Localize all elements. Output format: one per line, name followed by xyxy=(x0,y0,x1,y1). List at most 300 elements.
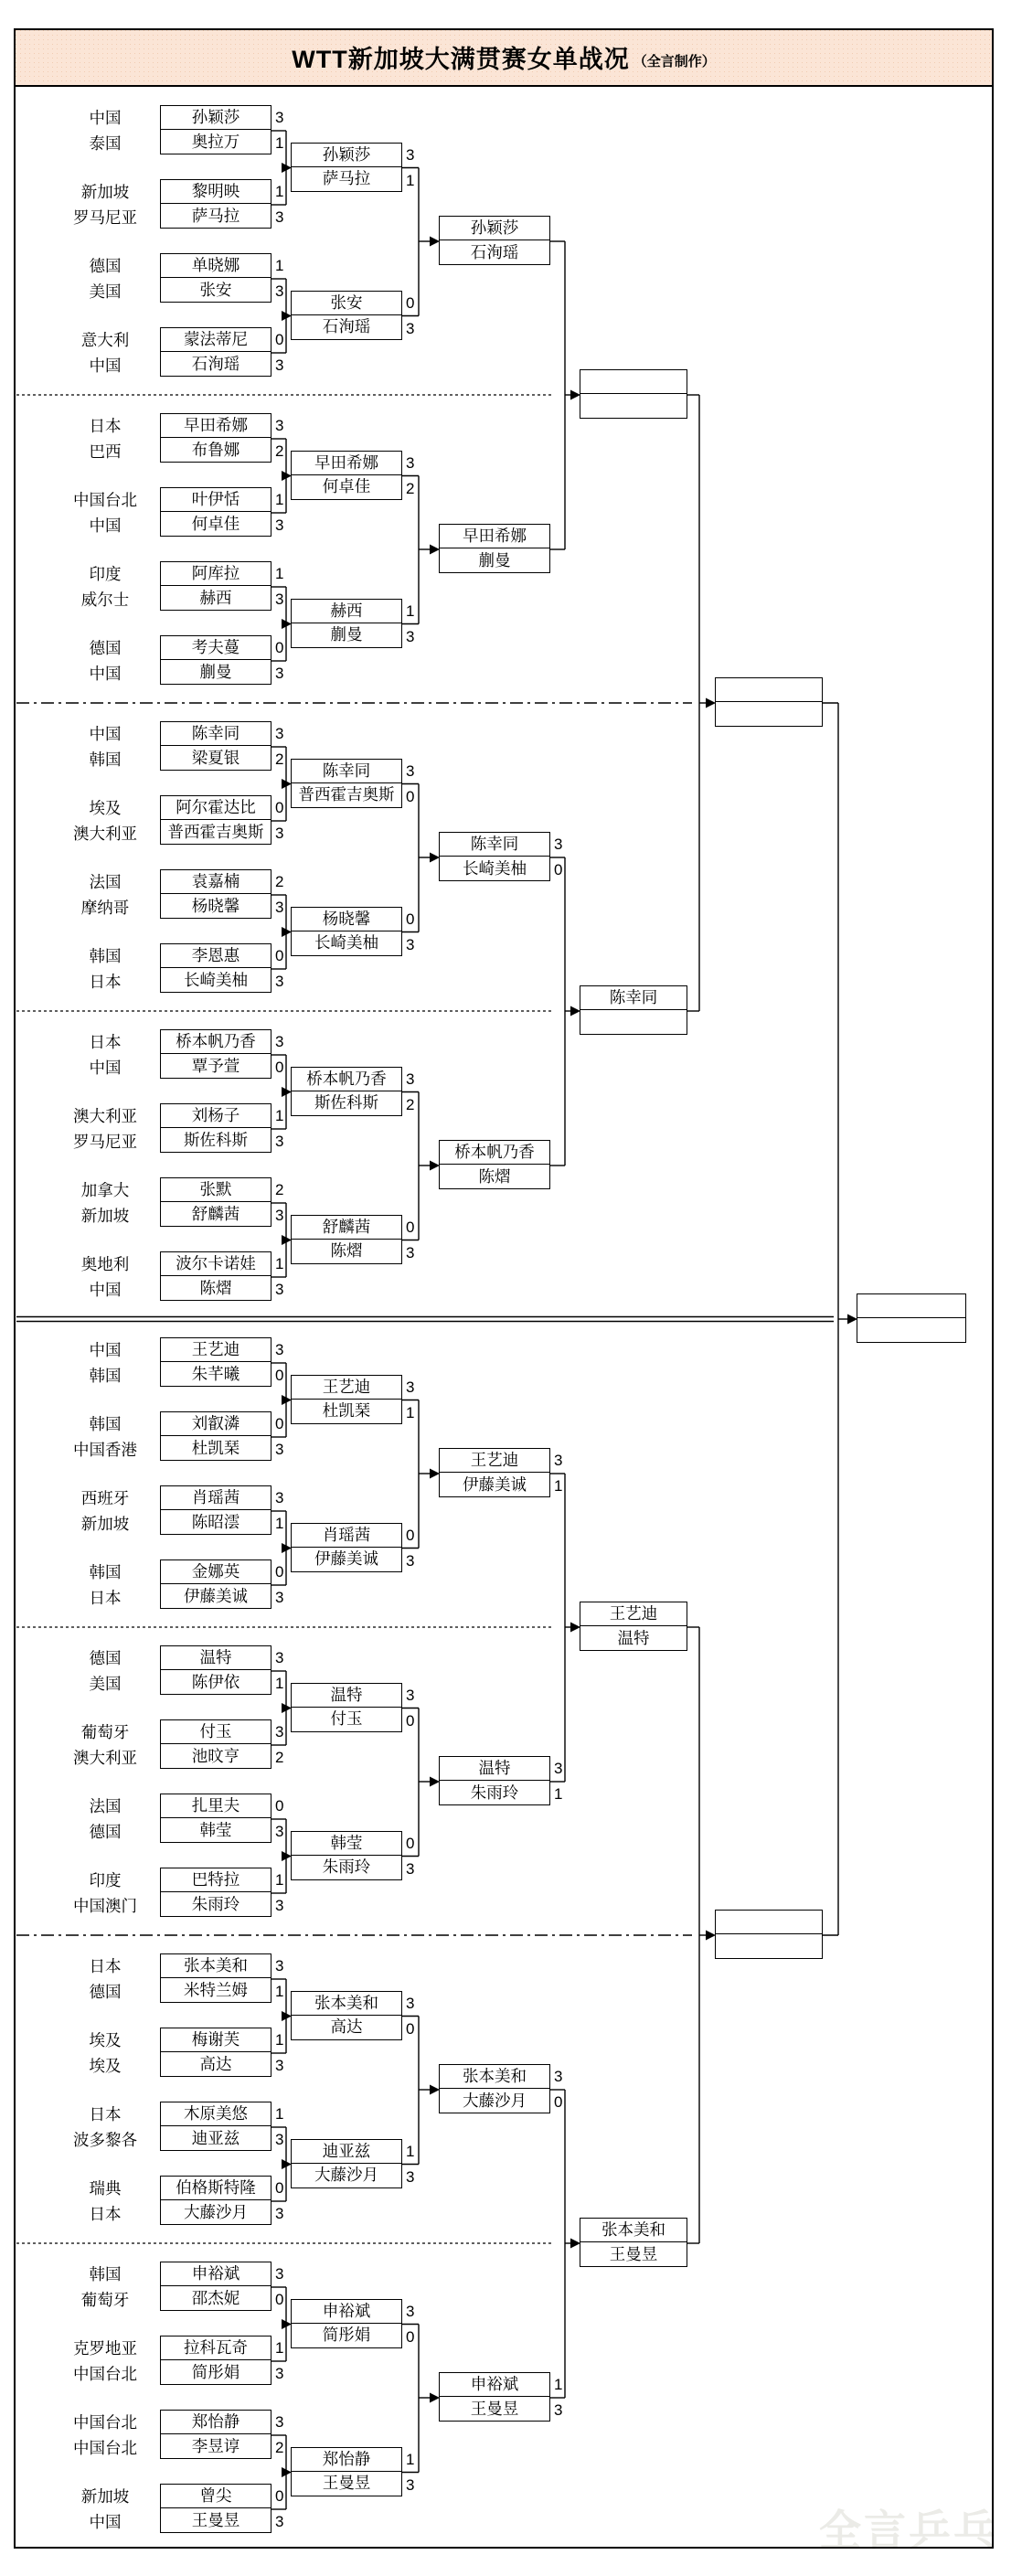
player-cell: 陈熠 xyxy=(439,1164,550,1189)
score-label: 3 xyxy=(554,1452,563,1469)
player-cell: 池旼亨 xyxy=(160,1743,271,1769)
r16-match xyxy=(439,832,550,881)
player-cell: 早田希娜 xyxy=(439,524,550,549)
r64-match xyxy=(160,253,271,303)
player-cell: 温特 xyxy=(160,1645,271,1671)
player-cell: 桥本帆乃香 xyxy=(291,1067,402,1092)
score-label: 1 xyxy=(275,134,284,152)
player-cell: 陈幸同 xyxy=(160,721,271,747)
player-cell: 斯佐科斯 xyxy=(291,1091,402,1116)
score-label: 3 xyxy=(275,973,284,990)
player-cell: 桥本帆乃香 xyxy=(439,1140,550,1166)
r32-match xyxy=(291,1067,402,1116)
score-label: 1 xyxy=(275,2031,284,2049)
score-label: 2 xyxy=(275,750,284,768)
country-label: 西班牙 xyxy=(80,1489,130,1507)
player-cell: 陈幸同 xyxy=(439,832,550,857)
player-cell: 伊藤美诚 xyxy=(291,1547,402,1572)
score-label: 1 xyxy=(275,1107,284,1124)
score-label: 0 xyxy=(275,799,284,816)
player-cell: 考夫蔓 xyxy=(160,635,271,661)
r32-match xyxy=(291,2299,402,2348)
player-cell: 王艺迪 xyxy=(580,1602,687,1627)
country-label: 中国香港 xyxy=(73,1441,137,1459)
player-cell: 斯佐科斯 xyxy=(160,1127,271,1153)
player-cell: 王艺迪 xyxy=(439,1448,550,1474)
score-label: 3 xyxy=(406,1378,415,1396)
country-label: 中国 xyxy=(89,665,122,683)
player-cell: 王艺迪 xyxy=(160,1337,271,1363)
score-label: 3 xyxy=(275,2513,284,2530)
sf-match xyxy=(715,1910,823,1959)
score-label: 1 xyxy=(406,2142,415,2160)
player-cell: 普西霍吉奥斯 xyxy=(160,819,271,845)
score-label: 3 xyxy=(406,2302,415,2320)
r64-match xyxy=(160,1645,271,1695)
player-cell: 舒麟茜 xyxy=(160,1201,271,1227)
player-cell: 长崎美柚 xyxy=(439,856,550,881)
r64-match xyxy=(160,561,271,611)
r32-match xyxy=(291,759,402,808)
r32-match xyxy=(291,2139,402,2188)
qf-match xyxy=(580,985,687,1035)
country-label: 中国台北 xyxy=(73,2365,137,2383)
country-label: 日本 xyxy=(89,1033,122,1051)
r64-match xyxy=(160,487,271,537)
score-label: 3 xyxy=(406,1243,415,1261)
player-cell: 普西霍吉奥斯 xyxy=(291,782,402,808)
score-label: 2 xyxy=(275,2439,284,2456)
country-label: 葡萄牙 xyxy=(80,1723,130,1741)
score-label: 3 xyxy=(275,591,284,608)
player-cell xyxy=(715,701,823,727)
score-label: 3 xyxy=(406,1551,415,1570)
score-label: 3 xyxy=(275,2413,284,2431)
score-label: 3 xyxy=(275,1589,284,1606)
score-label: 3 xyxy=(275,516,284,534)
score-label: 0 xyxy=(406,2327,415,2346)
country-label: 澳大利亚 xyxy=(73,825,137,843)
score-label: 3 xyxy=(275,2205,284,2222)
score-label: 3 xyxy=(406,627,415,645)
score-label: 3 xyxy=(406,453,415,472)
player-cell: 张安 xyxy=(291,291,402,316)
player-cell: 梁夏银 xyxy=(160,745,271,771)
score-label: 1 xyxy=(406,171,415,189)
score-label: 2 xyxy=(275,873,284,890)
score-label: 2 xyxy=(275,442,284,460)
player-cell: 肖瑶茜 xyxy=(291,1523,402,1549)
player-cell: 付玉 xyxy=(160,1719,271,1745)
score-label: 3 xyxy=(275,208,284,226)
player-cell: 长崎美柚 xyxy=(291,931,402,956)
r64-match xyxy=(160,795,271,845)
score-label: 0 xyxy=(275,2179,284,2197)
player-cell: 奥拉万 xyxy=(160,129,271,154)
score-label: 0 xyxy=(406,1218,415,1236)
country-label: 日本 xyxy=(89,417,122,435)
player-cell: 王曼昱 xyxy=(439,2396,550,2422)
score-label: 3 xyxy=(554,836,563,853)
score-label: 1 xyxy=(275,1983,284,2000)
country-label: 摩纳哥 xyxy=(80,899,130,917)
player-cell: 早田希娜 xyxy=(291,451,402,476)
player-cell: 郑怡静 xyxy=(291,2447,402,2473)
country-label: 韩国 xyxy=(89,750,122,769)
score-label: 0 xyxy=(406,1834,415,1852)
country-label: 中国 xyxy=(89,1059,122,1077)
r32-match xyxy=(291,2447,402,2496)
country-label: 新加坡 xyxy=(80,1207,130,1225)
player-cell xyxy=(580,393,687,419)
r64-match xyxy=(160,1485,271,1535)
score-label: 3 xyxy=(275,357,284,374)
r64-match xyxy=(160,943,271,993)
score-label: 3 xyxy=(406,1859,415,1878)
score-label: 1 xyxy=(275,257,284,274)
player-cell: 付玉 xyxy=(291,1707,402,1732)
player-cell: 张本美和 xyxy=(160,1953,271,1979)
score-label: 1 xyxy=(275,565,284,582)
r64-match xyxy=(160,1177,271,1227)
score-label: 3 xyxy=(275,1649,284,1666)
score-label: 3 xyxy=(406,2475,415,2494)
country-label: 中国澳门 xyxy=(73,1897,137,1915)
score-label: 3 xyxy=(275,1341,284,1358)
country-label: 印度 xyxy=(89,1871,122,1889)
r64-match xyxy=(160,869,271,919)
r64-match xyxy=(160,1868,271,1917)
r64-match xyxy=(160,1029,271,1079)
sf-match xyxy=(715,677,823,727)
player-cell: 孙颖莎 xyxy=(439,216,550,241)
score-label: 3 xyxy=(406,319,415,337)
player-cell: 巴特拉 xyxy=(160,1868,271,1893)
score-label: 3 xyxy=(275,1823,284,1840)
player-cell: 木原美悠 xyxy=(160,2102,271,2127)
player-cell: 朱芊曦 xyxy=(160,1361,271,1387)
player-cell: 伊藤美诚 xyxy=(160,1583,271,1609)
qf-match xyxy=(580,2218,687,2267)
qf-match xyxy=(580,1602,687,1651)
player-cell: 大藤沙月 xyxy=(439,2088,550,2113)
score-label: 2 xyxy=(406,479,415,497)
country-label: 葡萄牙 xyxy=(80,2291,130,2309)
player-cell xyxy=(580,369,687,395)
score-label: 3 xyxy=(406,2167,415,2186)
country-label: 加拿大 xyxy=(80,1181,130,1199)
player-cell: 张本美和 xyxy=(580,2218,687,2243)
country-label: 日本 xyxy=(89,2205,122,2223)
r64-match xyxy=(160,2484,271,2533)
country-label: 日本 xyxy=(89,2105,122,2124)
r16-match xyxy=(439,1448,550,1497)
r32-match xyxy=(291,1375,402,1424)
player-cell: 李昱谆 xyxy=(160,2433,271,2459)
country-label: 瑞典 xyxy=(89,2179,122,2198)
player-cell: 陈幸同 xyxy=(580,985,687,1011)
score-label: 1 xyxy=(406,601,415,620)
country-label: 中国 xyxy=(89,1341,122,1359)
score-label: 0 xyxy=(406,293,415,312)
player-cell: 蒙法蒂尼 xyxy=(160,327,271,353)
score-label: 3 xyxy=(554,1760,563,1777)
player-cell: 舒麟茜 xyxy=(291,1215,402,1240)
country-label: 波多黎各 xyxy=(73,2131,137,2149)
player-cell: 金娜英 xyxy=(160,1559,271,1585)
score-label: 3 xyxy=(275,725,284,742)
r64-match xyxy=(160,1719,271,1769)
page-title: WTT新加坡大满贯赛女单战况 xyxy=(292,45,630,73)
score-label: 3 xyxy=(275,1133,284,1150)
country-label: 泰国 xyxy=(89,134,122,153)
score-label: 1 xyxy=(554,1785,563,1803)
country-label: 新加坡 xyxy=(80,183,130,201)
player-cell: 陈伊依 xyxy=(160,1669,271,1695)
player-cell: 王曼昱 xyxy=(580,2241,687,2267)
player-cell: 扎里夫 xyxy=(160,1794,271,1819)
player-cell: 大藤沙月 xyxy=(291,2163,402,2188)
player-cell: 蒯曼 xyxy=(160,659,271,685)
player-cell: 长崎美柚 xyxy=(160,967,271,993)
score-label: 0 xyxy=(275,1367,284,1384)
score-label: 3 xyxy=(275,2057,284,2074)
player-cell: 何卓佳 xyxy=(291,474,402,500)
country-label: 威尔士 xyxy=(80,591,130,609)
player-cell: 温特 xyxy=(439,1756,550,1782)
r16-match xyxy=(439,524,550,573)
score-label: 1 xyxy=(275,1515,284,1532)
player-cell: 刘叡潾 xyxy=(160,1411,271,1437)
country-label: 韩国 xyxy=(89,1563,122,1581)
player-cell: 王曼昱 xyxy=(160,2507,271,2533)
player-cell: 何卓佳 xyxy=(160,511,271,537)
country-label: 日本 xyxy=(89,1957,122,1975)
player-cell: 赫西 xyxy=(291,599,402,624)
country-label: 澳大利亚 xyxy=(73,1107,137,1125)
r64-match xyxy=(160,327,271,377)
country-label: 澳大利亚 xyxy=(73,1749,137,1767)
score-label: 0 xyxy=(554,2093,563,2111)
player-cell: 伊藤美诚 xyxy=(439,1472,550,1497)
player-cell: 王艺迪 xyxy=(291,1375,402,1400)
country-label: 埃及 xyxy=(89,2031,122,2049)
player-cell: 肖瑶茜 xyxy=(160,1485,271,1511)
player-cell: 郑怡静 xyxy=(160,2410,271,2435)
score-label: 3 xyxy=(275,282,284,300)
score-label: 0 xyxy=(406,910,415,928)
player-cell: 米特兰姆 xyxy=(160,1977,271,2003)
score-label: 3 xyxy=(406,1994,415,2012)
player-cell: 赫西 xyxy=(160,585,271,611)
score-label: 0 xyxy=(406,1711,415,1730)
score-label: 1 xyxy=(406,1403,415,1421)
player-cell: 波尔卡诺娃 xyxy=(160,1251,271,1277)
qf-match xyxy=(580,369,687,419)
watermark: 全言乒乓 xyxy=(819,2507,998,2554)
country-label: 德国 xyxy=(89,1649,122,1667)
r64-match xyxy=(160,105,271,154)
score-label: 3 xyxy=(275,1441,284,1458)
score-label: 0 xyxy=(275,1059,284,1076)
score-label: 3 xyxy=(406,935,415,953)
player-cell xyxy=(715,1933,823,1959)
country-label: 中国 xyxy=(89,1281,122,1299)
player-cell: 温特 xyxy=(580,1625,687,1651)
score-label: 3 xyxy=(275,1207,284,1224)
score-label: 1 xyxy=(275,491,284,508)
r32-match xyxy=(291,451,402,500)
score-label: 1 xyxy=(275,1255,284,1272)
r64-match xyxy=(160,2336,271,2385)
r64-match xyxy=(160,2102,271,2151)
player-cell: 陈熠 xyxy=(291,1239,402,1264)
country-label: 奥地利 xyxy=(80,1255,130,1273)
r32-match xyxy=(291,1991,402,2040)
score-label: 3 xyxy=(275,2365,284,2382)
score-label: 3 xyxy=(275,665,284,682)
player-cell: 蒯曼 xyxy=(439,548,550,573)
player-cell: 温特 xyxy=(291,1683,402,1708)
title-suffix: （全言制作） xyxy=(633,53,716,69)
r32-match xyxy=(291,1523,402,1572)
score-label: 0 xyxy=(406,1526,415,1544)
country-label: 德国 xyxy=(89,257,122,275)
country-label: 新加坡 xyxy=(80,1515,130,1533)
country-label: 巴西 xyxy=(89,442,122,461)
player-cell: 蒯曼 xyxy=(291,623,402,648)
country-label: 罗马尼亚 xyxy=(73,208,137,227)
country-label: 中国 xyxy=(89,516,122,535)
player-cell xyxy=(857,1317,966,1343)
player-cell: 韩莹 xyxy=(291,1831,402,1857)
player-cell: 陈熠 xyxy=(160,1275,271,1301)
country-label: 罗马尼亚 xyxy=(73,1133,137,1151)
country-label: 法国 xyxy=(89,1797,122,1815)
score-label: 1 xyxy=(554,2376,563,2393)
country-label: 中国 xyxy=(89,109,122,127)
country-label: 新加坡 xyxy=(80,2487,130,2506)
country-label: 埃及 xyxy=(89,799,122,817)
player-cell: 布鲁娜 xyxy=(160,437,271,463)
r16-match xyxy=(439,1756,550,1805)
player-cell: 张安 xyxy=(160,277,271,303)
r16-match xyxy=(439,1140,550,1189)
player-cell: 申裕斌 xyxy=(291,2299,402,2325)
score-label: 2 xyxy=(275,1181,284,1198)
score-label: 0 xyxy=(275,1797,284,1815)
player-cell: 邵杰妮 xyxy=(160,2285,271,2311)
country-label: 中国台北 xyxy=(73,2413,137,2432)
r32-match xyxy=(291,1831,402,1880)
r64-match xyxy=(160,1411,271,1461)
player-cell: 陈幸同 xyxy=(291,759,402,784)
score-label: 0 xyxy=(275,331,284,348)
score-label: 3 xyxy=(275,1723,284,1740)
score-label: 2 xyxy=(275,1749,284,1766)
player-cell: 孙颖莎 xyxy=(160,105,271,131)
score-label: 0 xyxy=(275,947,284,964)
r32-match xyxy=(291,1683,402,1732)
player-cell: 叶伊恬 xyxy=(160,487,271,513)
country-label: 美国 xyxy=(89,282,122,301)
player-cell: 桥本帆乃香 xyxy=(160,1029,271,1055)
score-label: 0 xyxy=(554,861,563,878)
score-label: 0 xyxy=(275,1415,284,1432)
final-match xyxy=(857,1293,966,1343)
country-label: 法国 xyxy=(89,873,122,891)
score-label: 2 xyxy=(406,1095,415,1113)
r16-match xyxy=(439,216,550,265)
country-label: 美国 xyxy=(89,1675,122,1693)
player-cell xyxy=(857,1293,966,1319)
score-label: 3 xyxy=(554,2068,563,2085)
r32-match xyxy=(291,907,402,956)
player-cell: 韩莹 xyxy=(160,1817,271,1843)
r64-match xyxy=(160,1953,271,2003)
player-cell: 张本美和 xyxy=(291,1991,402,2017)
score-label: 3 xyxy=(275,1897,284,1914)
country-label: 中国台北 xyxy=(73,2439,137,2457)
r32-match xyxy=(291,143,402,192)
country-label: 韩国 xyxy=(89,1415,122,1433)
score-label: 3 xyxy=(275,109,284,126)
country-label: 中国台北 xyxy=(73,491,137,509)
score-label: 3 xyxy=(406,145,415,164)
score-label: 0 xyxy=(406,787,415,805)
r16-match xyxy=(439,2064,550,2113)
player-cell: 迪亚兹 xyxy=(291,2139,402,2165)
score-label: 1 xyxy=(275,2105,284,2123)
score-label: 1 xyxy=(554,1477,563,1495)
r64-match xyxy=(160,1103,271,1153)
score-label: 3 xyxy=(275,899,284,916)
score-label: 3 xyxy=(275,825,284,842)
player-cell xyxy=(580,1009,687,1035)
player-cell: 萨马拉 xyxy=(160,203,271,229)
player-cell: 杜凯琹 xyxy=(291,1399,402,1424)
player-cell: 朱雨玲 xyxy=(439,1780,550,1805)
score-label: 3 xyxy=(406,1686,415,1704)
r64-match xyxy=(160,2176,271,2225)
player-cell xyxy=(715,677,823,703)
country-label: 韩国 xyxy=(89,947,122,965)
player-cell: 阿尔霍达比 xyxy=(160,795,271,821)
score-label: 3 xyxy=(275,1489,284,1506)
player-cell: 石洵瑶 xyxy=(439,240,550,265)
player-cell: 大藤沙月 xyxy=(160,2199,271,2225)
score-label: 1 xyxy=(275,183,284,200)
player-cell: 梅谢芙 xyxy=(160,2028,271,2053)
score-label: 3 xyxy=(275,417,284,434)
country-label: 韩国 xyxy=(89,2265,122,2283)
score-label: 0 xyxy=(275,2291,284,2308)
player-cell: 黎明映 xyxy=(160,179,271,205)
country-label: 日本 xyxy=(89,973,122,991)
r64-match xyxy=(160,721,271,771)
country-label: 中国 xyxy=(89,357,122,375)
score-label: 0 xyxy=(275,2487,284,2505)
score-label: 3 xyxy=(406,761,415,780)
player-cell: 张本美和 xyxy=(439,2064,550,2090)
player-cell: 高达 xyxy=(291,2015,402,2040)
player-cell: 伯格斯特隆 xyxy=(160,2176,271,2201)
score-label: 1 xyxy=(275,1675,284,1692)
player-cell: 石洵瑶 xyxy=(160,351,271,377)
r32-match xyxy=(291,599,402,648)
country-label: 日本 xyxy=(89,1589,122,1607)
r64-match xyxy=(160,2410,271,2459)
